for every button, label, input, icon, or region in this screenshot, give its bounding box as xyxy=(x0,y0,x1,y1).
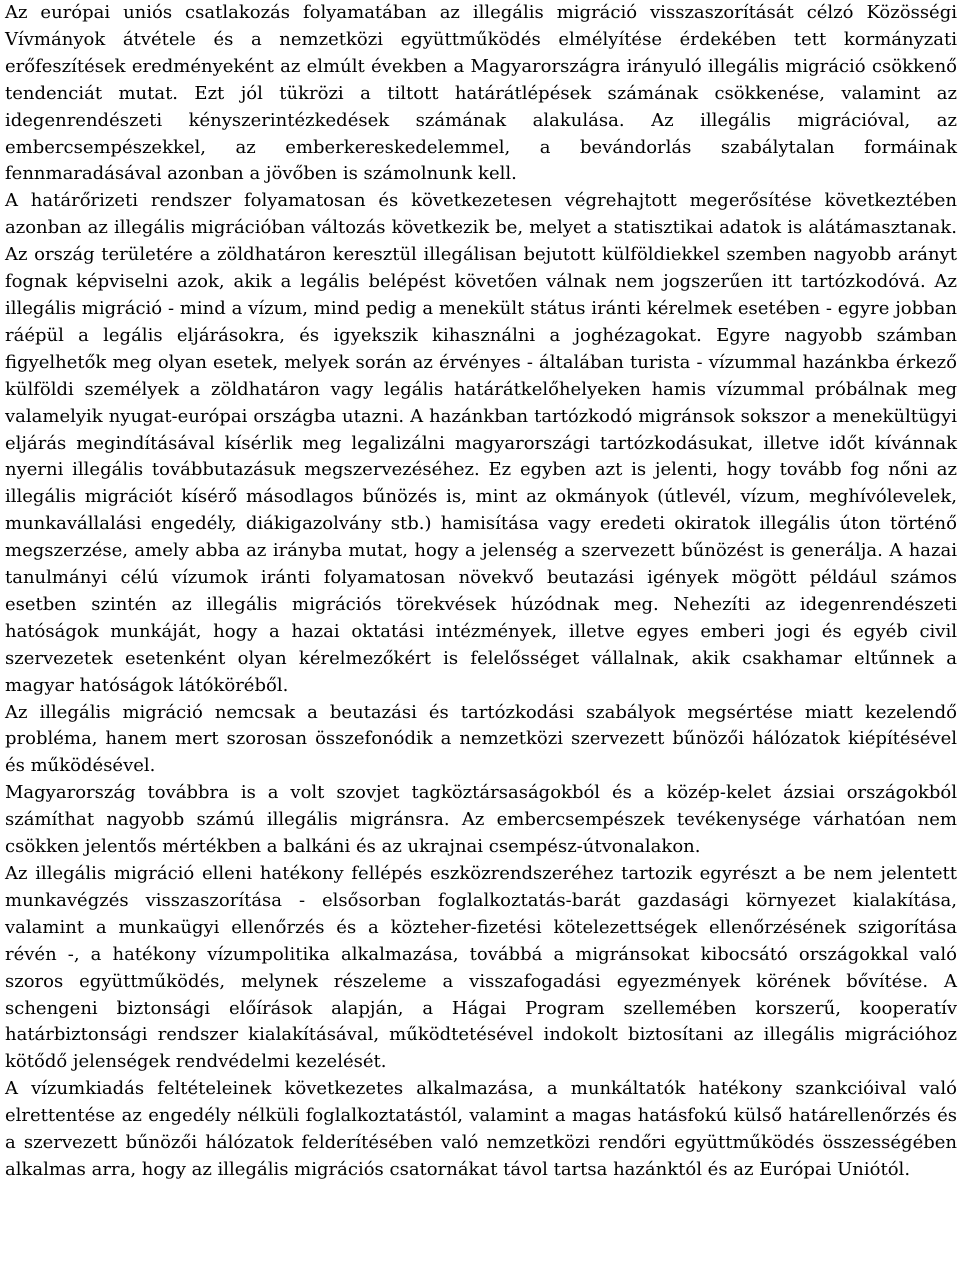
paragraph-eu-accession: Az európai uniós csatlakozás folyamatában az illegális migráció visszaszorítását célzó Közösségi Vívmányok átvétele és a nemzetközi együttműködés elmélyítése érdekében tett kormányzati erőfeszítések eredményeként az elmúlt években a Magyarországra irányuló illegális migráció csökkenő tendenciát mutat. Ezt jól tükrözi a tiltott határátlépések számának csökkenése, valamint az idegenrendészeti kényszerintézkedések számának alakulása. Az illegális migrációval, az embercsempészekkel, az emberkereskedelemmel, a bevándorlás szabálytalan formáinak fennmaradásával azonban a jövőben is számolnunk kell. xyxy=(5,2,957,185)
paragraph-visa-enforcement: A vízumkiadás feltételeinek következetes alkalmazása, a munkáltatók hatékony szankcióival való elrettentése az engedély nélküli foglalkoztatástól, valamint a magas hatásfokú külső határellenőrzés és a szervezett bűnözői hálózatok felderítésében való nemzetközi rendőri együttműködés összességében alkalmas arra, hogy az illegális migrációs csatornákat távol tartsa hazánktól és az Európai Uniótól. xyxy=(5,1078,957,1180)
paragraph-organized-crime: Az illegális migráció nemcsak a beutazási és tartózkodási szabályok megsértése miatt kezelendő probléma, hanem mert szorosan összefonódik a nemzetközi szervezett bűnözői hálózatok kiépítésével és működésével. xyxy=(5,701,957,777)
paragraph-countermeasures: Az illegális migráció elleni hatékony fellépés eszközrendszeréhez tartozik egyrészt a be nem jelentett munkavégzés visszaszorítása - elsősorban foglalkoztatás-barát gazdasági környezet kialakítása, valamint a munkaügyi ellenőrzés és a közteher-fizetési kötelezettségek ellenőrzésének szigorítása révén -, a hatékony vízumpolitika alkalmazása, továbbá a migránsokat kibocsátó országokkal való szoros együttműködés, melynek részeleme a visszafogadási egyezmények körének bővítése. A schengeni biztonsági előírások alapján, a Hágai Program szellemében korszerű, kooperatív határbiztonsági rendszer kialakításával, működtetésével indokolt biztosítani az illegális migrációhoz kötődő jelenségek rendvédelmi kezelését. xyxy=(5,863,957,1073)
paragraph-source-countries: Magyarország továbbra is a volt szovjet tagköztársaságokból és a közép-kelet ázsiai országokból számíthat nagyobb számú illegális migránsra. Az embercsempészek tevékenysége várhatóan nem csökken jelentős mértékben a balkáni és az ukrajnai csempész-útvonalakon. xyxy=(5,782,957,858)
paragraph-border-control: A határőrizeti rendszer folyamatosan és következetesen végrehajtott megerősítése következtében azonban az illegális migrációban változás következik be, melyet a statisztikai adatok is alátámasztanak. Az ország területére a zöldhatáron keresztül illegálisan bejutott külföldiekkel szemben nagyobb arányt fognak képviselni azok, akik a legális belépést követően válnak nem jogszerűen itt tartózkodóvá. Az illegális migráció - mind a vízum, mind pedig a menekült státus iránti kérelmek esetében - egyre jobban ráépül a legális eljárásokra, és igyekszik kihasználni a joghézagokat. Egyre nagyobb számban figyelhetők meg olyan esetek, melyek során az érvényes - általában turista - vízummal hazánkba érkező külföldi személyek a zöldhatáron vagy legális határátkelőhelyeken hamis vízummal próbálnak meg valamelyik nyugat-európai országba utazni. A hazánkban tartózkodó migránsok sokszor a menekültügyi eljárás megindításával kísérlik meg legalizálni magyarországi tartózkodásukat, illetve időt kívánnak nyerni illegális továbbutazásuk megszervezéséhez. Ez egyben azt is jelenti, hogy tovább fog nőni az illegális migrációt kísérő másodlagos bűnözés is, mint az okmányok (útlevél, vízum, meghívólevelek, munkavállalási engedély, diákigazolvány stb.) hamisítása vagy eredeti okiratok illegális úton történő megszerzése, amely abba az irányba mutat, hogy a jelenség a szervezett bűnözést is generálja. A hazai tanulmányi célú vízumok iránti folyamatosan növekvő beutazási igények mögött például számos esetben szintén az illegális migrációs törekvések húzódnak meg. Nehezíti az idegenrendészeti hatóságok munkáját, hogy a hazai oktatási intézmények, illetve egyes emberi jogi és egyéb civil szervezetek esetenként olyan kérelmezőkért is felelősséget vállalnak, akik csakhamar eltűnnek a magyar hatóságok látóköréből. xyxy=(5,190,957,696)
